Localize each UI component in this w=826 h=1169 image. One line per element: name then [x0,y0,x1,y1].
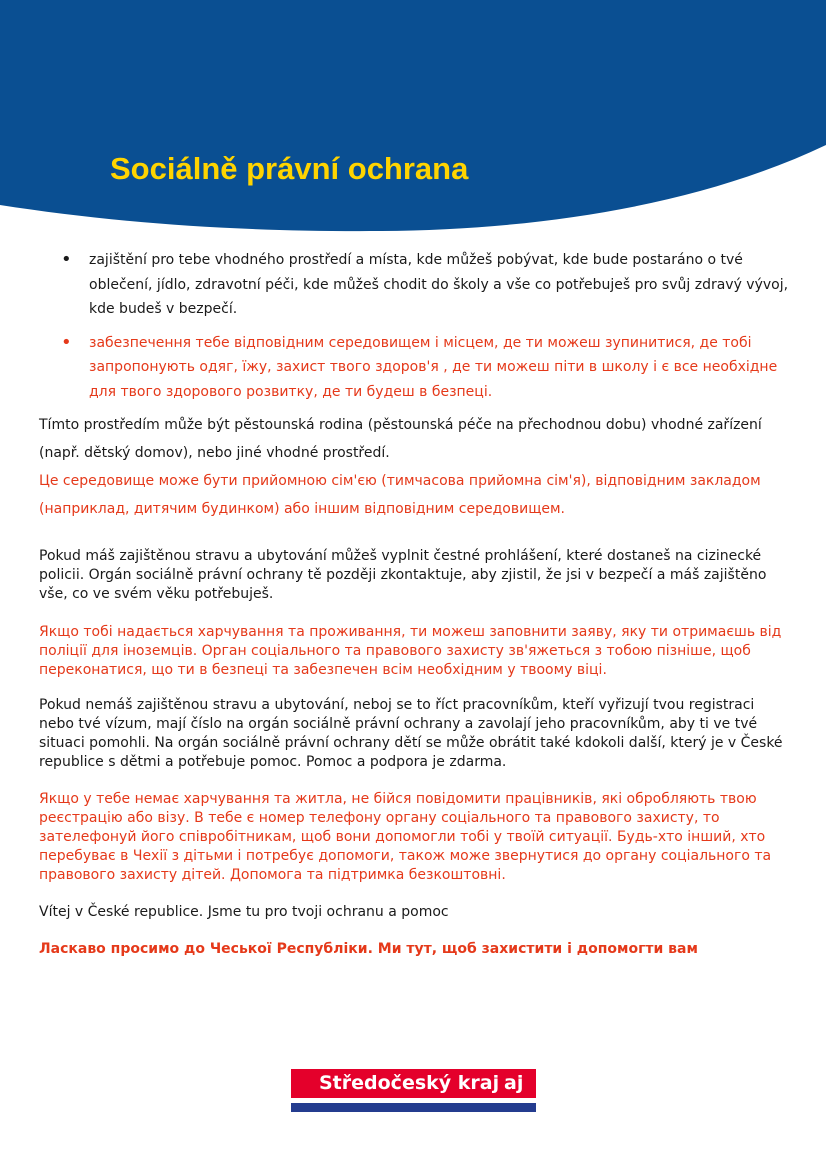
welcome-text-uk: Ласкаво просимо до Чеської Республіки. Ми тут, щоб захистити і допомогти вам [39,941,698,957]
bullet-item-uk: • забезпечення тебе відповідним середовищем і місцем, де ти можеш зупинитися, де тобі запропонують одяг, їжу, захист твого здоров'я , де ти можеш піти в школу і є все необхідне для твого здорового розвитку, де ти будеш в безпеці. [39,331,791,405]
environment-text-cz: Tímto prostředím může být pěstounská rodina (pěstounská péče na přechodnou dobu) vhodné zařízení (např. dětský domov), nebo jiné vhodné prostředí. [39,417,762,461]
housing-text-uk: Якщо тобі надається харчування та проживання, ти можеш заповнити заяву, яку ти отримаєшь від поліції для іноземців. Орган соціального та правового захисту зв'яжеться з тобою пізніше, щоб переконатися, що ти в безпеці та забезпечен всім необхідним у твоому віці. [39,624,782,678]
bullet-item-cz: • zajištění pro tebe vhodného prostředí a místa, kde můžeš pobývat, kde bude postaráno o tvé oblečení, jídlo, zdravotní péči, kde můžeš chodit do školy a vše co potřebuješ pro svůj zdravý vývoj, kde budeš v bezpečí. [39,248,791,322]
logo-text: Středočeský kraj [319,1072,500,1094]
logo-blue-stripe [291,1103,536,1112]
logo-suffix: aj [504,1072,524,1094]
welcome-text-cz: Vítej v České republice. Jsme tu pro tvoji ochranu a pomoc [39,904,449,920]
stredocesky-kraj-logo [291,1069,536,1112]
housing-text-cz: Pokud máš zajištěnou stravu a ubytování můžeš vyplnit čestné prohlášení, které dostaneš na cizinecké policii. Orgán sociálně právní ochrany tě později zkontaktuje, aby zjistil, že jsi v bezpečí a máš zajištěno vše, co ve svém věku potřebuješ. [39,548,767,602]
no-housing-text-uk: Якщо у тебе немає харчування та житла, не бійся повідомити працівників, які обробляють твою реєстрацію або візу. В тебе є номер телефону органу соціального та правового захисту, то зателефонуй його співробітникам, щоб вони допомогли тобі у твоїй ситуації. Будь-хто інший, хто перебуває в Чехії з дітьми і потребує допомоги, також може звернутися до органу соціального та правового захисту дітей. Допомога та підтримка безкоштовні. [39,791,772,883]
header-band [0,0,826,235]
environment-text-uk: Це середовище може бути прийомною сім'єю (тимчасова прийомна сім'я), відповідним закладом (наприклад, дитячим будинком) або іншим відповідним середовищем. [39,473,761,517]
page-title: Sociálně právní ochrana [110,151,469,186]
no-housing-text-cz: Pokud nemáš zajištěnou stravu a ubytování, neboj se to říct pracovníkům, kteří vyřizují tvou registraci nebo tvé vízum, mají číslo na orgán sociálně právní ochrany a zavolají jeho pracovníkům, aby ti ve tvé situaci pomohli. Na orgán sociálně právní ochrany dětí se může obrátit také kdokoli další, který je v České republice s dětmi a potřebuje pomoc. Pomoc a podpora je zdarma. [39,697,783,770]
bullet-list [39,248,791,413]
